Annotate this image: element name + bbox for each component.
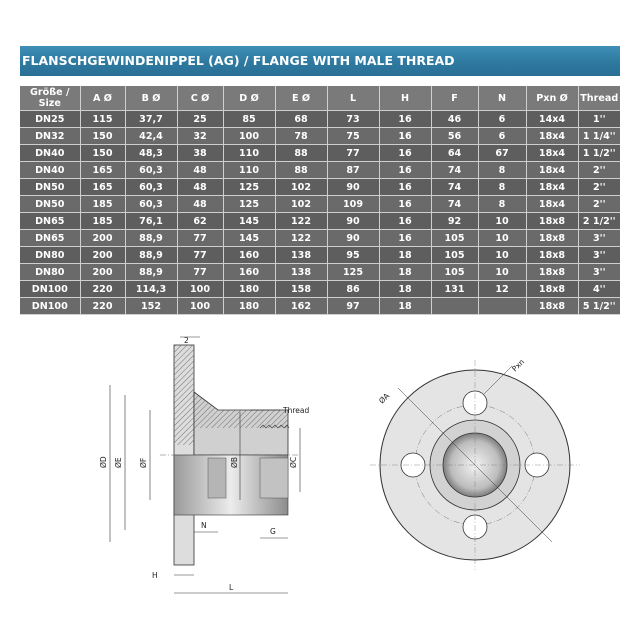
table-row — [20, 264, 620, 281]
table-cell: 18x4 — [526, 145, 578, 162]
table-cell: 138 — [275, 264, 327, 281]
table-cell: 18x4 — [526, 196, 578, 213]
dim-h-label: H — [152, 571, 158, 580]
table-cell: 162 — [275, 298, 327, 315]
side-view — [99, 336, 309, 593]
table-cell: 122 — [275, 230, 327, 247]
dim-2-label: 2 — [184, 336, 189, 345]
table-cell: 14x4 — [526, 111, 578, 128]
table-cell: 200 — [80, 247, 125, 264]
table-cell: 18x4 — [526, 162, 578, 179]
table-cell: 2 1/2'' — [578, 213, 620, 230]
table-cell: 48 — [177, 162, 223, 179]
header-l: L — [327, 86, 379, 111]
table-cell: 18x4 — [526, 128, 578, 145]
table-cell: 6 — [478, 111, 526, 128]
table-cell: 145 — [223, 230, 275, 247]
table-cell: 78 — [275, 128, 327, 145]
table-cell: 18x8 — [526, 230, 578, 247]
table-cell: 16 — [379, 128, 431, 145]
table-cell: 165 — [80, 179, 125, 196]
page-title: FLANSCHGEWINDENIPPEL (AG) / FLANGE WITH MALE THREAD — [22, 53, 455, 68]
dim-pxn-label: Pxn — [510, 357, 527, 374]
table-cell: DN40 — [20, 162, 80, 179]
table-row — [20, 179, 620, 196]
table-cell: 60,3 — [125, 196, 177, 213]
table-cell: 37,7 — [125, 111, 177, 128]
table-cell: 18 — [379, 281, 431, 298]
table-cell: 5 1/2'' — [578, 298, 620, 315]
table-cell: 3'' — [578, 264, 620, 281]
table-cell: 100 — [223, 128, 275, 145]
table-cell: 3'' — [578, 247, 620, 264]
dim-e-label: ØE — [114, 457, 123, 468]
dim-c-label: ØC — [289, 456, 298, 468]
table-cell: 92 — [431, 213, 478, 230]
table-cell: 68 — [275, 111, 327, 128]
table-row — [20, 298, 620, 315]
table-cell: 86 — [327, 281, 379, 298]
table-cell: 18 — [379, 264, 431, 281]
table-cell: 122 — [275, 213, 327, 230]
header-c: C Ø — [177, 86, 223, 111]
table-cell: 77 — [327, 145, 379, 162]
table-cell: 3'' — [578, 230, 620, 247]
table-cell: 95 — [327, 247, 379, 264]
table-cell: DN65 — [20, 230, 80, 247]
dim-l-label: L — [229, 583, 234, 592]
table-row — [20, 281, 620, 298]
table-row — [20, 128, 620, 145]
table-cell: 46 — [431, 111, 478, 128]
table-cell: 180 — [223, 281, 275, 298]
table-cell: 105 — [431, 230, 478, 247]
header-size-line2: Size — [38, 98, 61, 109]
table-cell: DN40 — [20, 145, 80, 162]
table-cell: 16 — [379, 213, 431, 230]
table-cell: DN80 — [20, 264, 80, 281]
table-cell: 77 — [177, 264, 223, 281]
table-cell: 185 — [80, 213, 125, 230]
table-cell: 125 — [223, 196, 275, 213]
table-cell: 145 — [223, 213, 275, 230]
table-cell: 62 — [177, 213, 223, 230]
table-cell: 1'' — [578, 111, 620, 128]
table-cell: 18x4 — [526, 179, 578, 196]
table-cell: DN100 — [20, 298, 80, 315]
table-cell: 152 — [125, 298, 177, 315]
dim-g-label: G — [270, 527, 276, 536]
table-cell: DN65 — [20, 213, 80, 230]
dimension-table — [20, 86, 620, 315]
table-cell: 64 — [431, 145, 478, 162]
table-cell: 220 — [80, 281, 125, 298]
table-cell: 12 — [478, 281, 526, 298]
table-cell: 18x8 — [526, 281, 578, 298]
table-cell: 18x8 — [526, 247, 578, 264]
header-size — [20, 86, 80, 111]
table-cell: 76,1 — [125, 213, 177, 230]
table-cell: 1 1/2'' — [578, 145, 620, 162]
header-f: F — [431, 86, 478, 111]
table-cell: 220 — [80, 298, 125, 315]
table-cell: 131 — [431, 281, 478, 298]
header-n: N — [478, 86, 526, 111]
table-cell: 90 — [327, 179, 379, 196]
table-cell: 200 — [80, 230, 125, 247]
table-cell: 18 — [379, 247, 431, 264]
table-header-row — [20, 86, 620, 111]
table-cell: 16 — [379, 179, 431, 196]
table-cell: 67 — [478, 145, 526, 162]
table-cell: 90 — [327, 213, 379, 230]
table-cell: 16 — [379, 145, 431, 162]
table-cell: 6 — [478, 128, 526, 145]
technical-drawings — [0, 330, 640, 640]
table-cell: DN50 — [20, 179, 80, 196]
table-cell: 125 — [223, 179, 275, 196]
table-cell: 85 — [223, 111, 275, 128]
table-cell: 25 — [177, 111, 223, 128]
table-cell: 180 — [223, 298, 275, 315]
table-cell: 60,3 — [125, 179, 177, 196]
table-cell: 42,4 — [125, 128, 177, 145]
table-row — [20, 196, 620, 213]
table-body — [20, 111, 620, 315]
table-cell: 16 — [379, 230, 431, 247]
table-row — [20, 145, 620, 162]
table-cell: 10 — [478, 213, 526, 230]
header-d: D Ø — [223, 86, 275, 111]
header-e: E Ø — [275, 86, 327, 111]
table-row — [20, 111, 620, 128]
dim-n-label: N — [201, 521, 207, 530]
table-cell: 1 1/4'' — [578, 128, 620, 145]
table-cell: 8 — [478, 162, 526, 179]
table-cell: 77 — [177, 247, 223, 264]
table-cell: 125 — [327, 264, 379, 281]
table-cell: 2'' — [578, 179, 620, 196]
table-cell: 88,9 — [125, 230, 177, 247]
table-cell: 18 — [379, 298, 431, 315]
table-cell: 18x8 — [526, 298, 578, 315]
table-cell: 200 — [80, 264, 125, 281]
table-cell: 16 — [379, 196, 431, 213]
table-cell: 115 — [80, 111, 125, 128]
table-cell: 8 — [478, 196, 526, 213]
table-cell: 100 — [177, 298, 223, 315]
table-cell: 18x8 — [526, 213, 578, 230]
header-thread: Thread — [578, 86, 620, 111]
header-pxn: Pxn Ø — [526, 86, 578, 111]
table-cell: 150 — [80, 145, 125, 162]
table-cell: 10 — [478, 264, 526, 281]
table-cell: 56 — [431, 128, 478, 145]
table-cell: 185 — [80, 196, 125, 213]
table-cell: 88 — [275, 145, 327, 162]
table-cell: 74 — [431, 179, 478, 196]
table-cell: 160 — [223, 247, 275, 264]
table-row — [20, 247, 620, 264]
table-cell: 109 — [327, 196, 379, 213]
table-row — [20, 230, 620, 247]
table-cell: 32 — [177, 128, 223, 145]
table-cell: 100 — [177, 281, 223, 298]
table-cell: 110 — [223, 162, 275, 179]
table-cell: 10 — [478, 230, 526, 247]
table-cell: 88,9 — [125, 264, 177, 281]
table-cell: 87 — [327, 162, 379, 179]
table-cell: 150 — [80, 128, 125, 145]
table-cell: 105 — [431, 247, 478, 264]
table-row — [20, 162, 620, 179]
table-cell: DN80 — [20, 247, 80, 264]
table-cell: 74 — [431, 196, 478, 213]
dim-d-label: ØD — [99, 456, 108, 468]
table-cell: 138 — [275, 247, 327, 264]
table-cell: 73 — [327, 111, 379, 128]
table-cell: 102 — [275, 196, 327, 213]
table-cell: 165 — [80, 162, 125, 179]
header-a: A Ø — [80, 86, 125, 111]
table-cell: 97 — [327, 298, 379, 315]
table-cell: 77 — [177, 230, 223, 247]
table-cell: 38 — [177, 145, 223, 162]
table-cell: DN25 — [20, 111, 80, 128]
table-cell: 10 — [478, 247, 526, 264]
table-cell: 2'' — [578, 162, 620, 179]
table-cell: 88,9 — [125, 247, 177, 264]
table-cell: 2'' — [578, 196, 620, 213]
thread-label: Thread — [283, 406, 310, 415]
table-cell: 16 — [379, 111, 431, 128]
table-cell: 160 — [223, 264, 275, 281]
dim-a-label: ØA — [377, 391, 392, 406]
table-cell: 110 — [223, 145, 275, 162]
table-cell: 75 — [327, 128, 379, 145]
table-cell: 105 — [431, 264, 478, 281]
table-cell: 48,3 — [125, 145, 177, 162]
table-cell: 90 — [327, 230, 379, 247]
table-cell: 16 — [379, 162, 431, 179]
table-cell: DN100 — [20, 281, 80, 298]
header-b: B Ø — [125, 86, 177, 111]
table-cell: 158 — [275, 281, 327, 298]
front-view — [370, 357, 580, 570]
table-row — [20, 213, 620, 230]
table-cell: 18x8 — [526, 264, 578, 281]
table-cell: 88 — [275, 162, 327, 179]
title-banner — [20, 46, 620, 76]
dim-b-label: ØB — [230, 456, 239, 468]
table-cell: DN50 — [20, 196, 80, 213]
table-cell: 48 — [177, 179, 223, 196]
header-size-line1: Größe / — [30, 87, 70, 98]
dim-f-label: ØF — [139, 457, 148, 468]
table-cell: 8 — [478, 179, 526, 196]
table-cell: 48 — [177, 196, 223, 213]
table-cell: 60,3 — [125, 162, 177, 179]
header-h: H — [379, 86, 431, 111]
table-cell: 114,3 — [125, 281, 177, 298]
table-cell: 4'' — [578, 281, 620, 298]
table-cell: 102 — [275, 179, 327, 196]
table-cell: DN32 — [20, 128, 80, 145]
table-cell — [478, 298, 526, 315]
table-cell: 74 — [431, 162, 478, 179]
table-cell — [431, 298, 478, 315]
